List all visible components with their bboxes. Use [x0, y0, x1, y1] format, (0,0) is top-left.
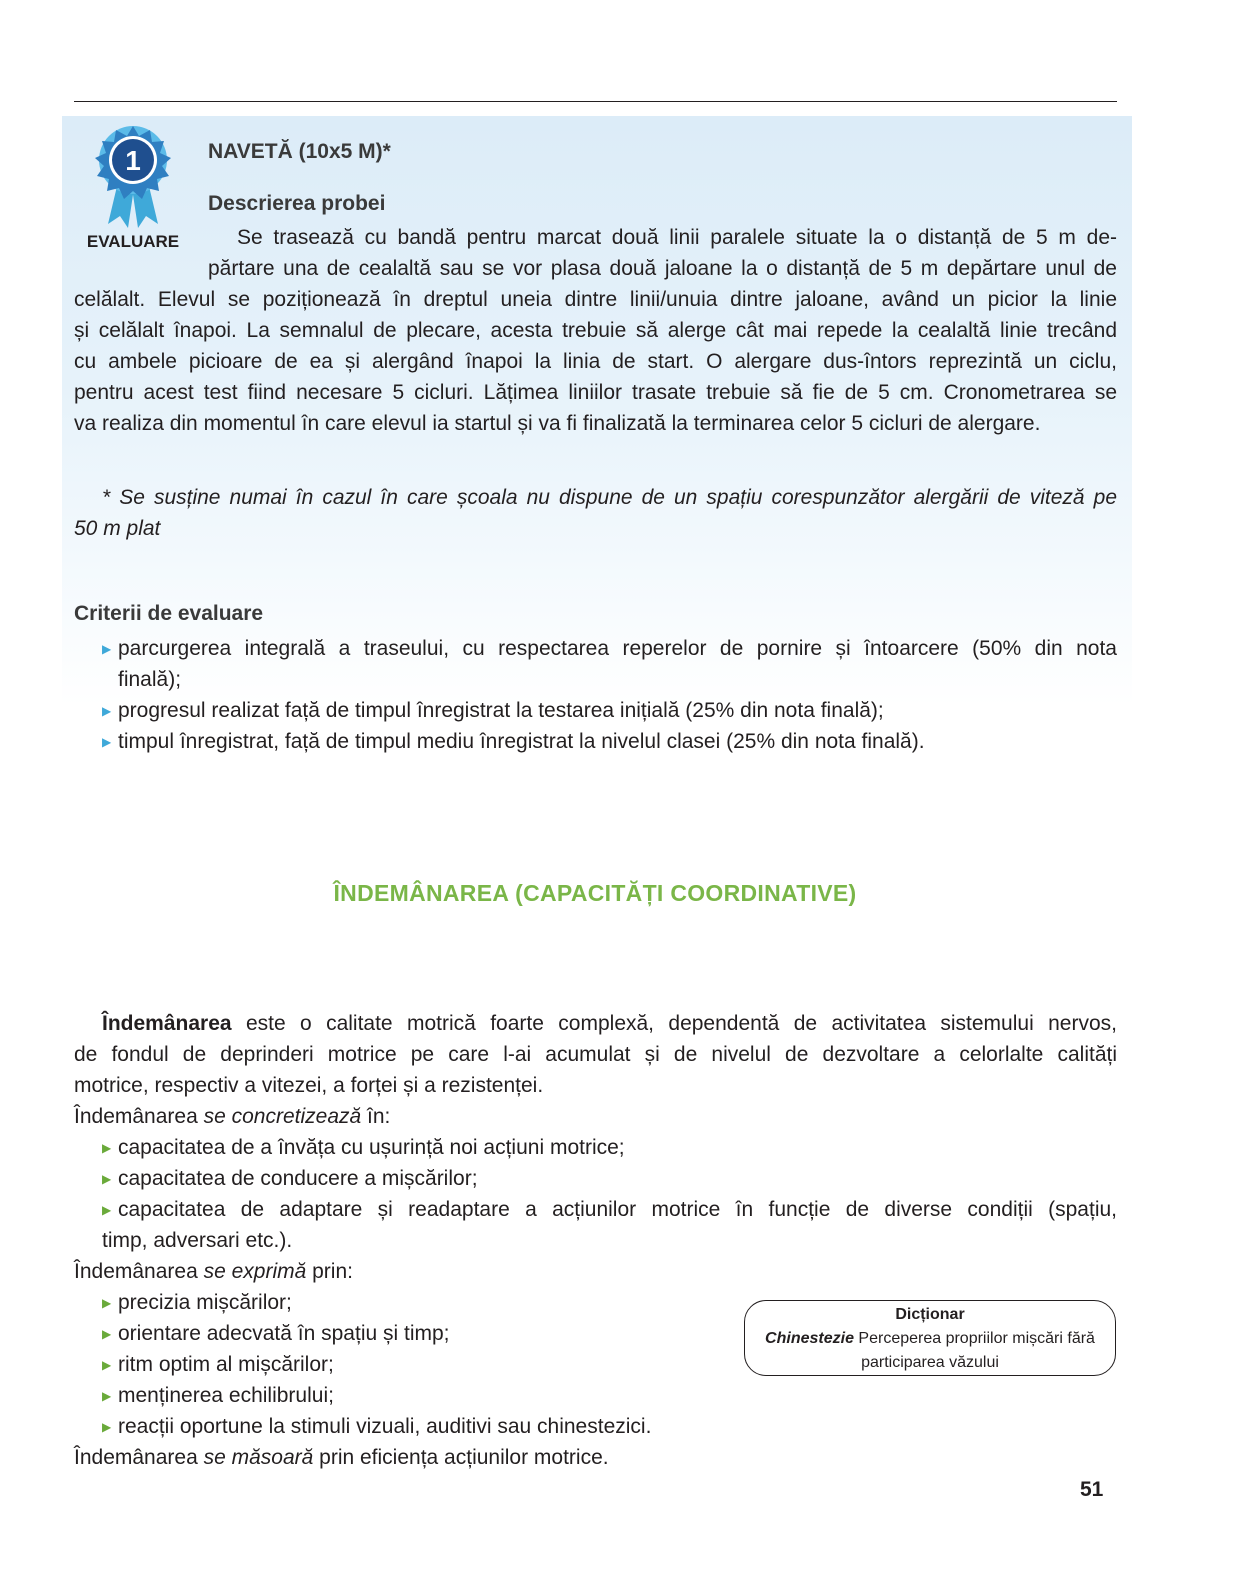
criteria-item: ▶ parcurgerea integrală a traseului, cu respectarea reperelor de pornire și întoarcere (50% din nota — [102, 633, 1117, 665]
bullet-icon: ▶ — [102, 1327, 112, 1341]
measured-line: Îndemânarea se măsoară prin eficiența acțiunilor motrice. — [74, 1446, 609, 1469]
list-item: ▶ orientare adecvată în spațiu și timp; — [102, 1318, 450, 1350]
list-item: ▶ ritm optim al mișcărilor; — [102, 1349, 334, 1381]
bullet-icon: ▶ — [102, 704, 112, 718]
list-item: ▶ reacții oportune la stimuli vizuali, auditivi sau chinestezici. — [102, 1411, 651, 1443]
bullet-icon: ▶ — [102, 1389, 112, 1403]
dictionary-term: Chinestezie — [765, 1330, 854, 1347]
bullet-icon: ▶ — [102, 1296, 112, 1310]
intro-term: Îndemânarea — [102, 1012, 232, 1035]
criteria-item-continuation: finală); — [118, 668, 182, 691]
criteria-title: Criterii de evaluare — [74, 602, 264, 625]
bullet-icon: ▶ — [102, 642, 112, 656]
bullet-icon: ▶ — [102, 735, 112, 749]
description-line: cu ambele picioare de ea și alergând înapoi la linia de start. O alergare dus-întors reprezintă un ciclu, — [74, 350, 1117, 373]
section-title: ÎNDEMÂNAREA (CAPACITĂȚI COORDINATIVE) — [333, 880, 857, 906]
footnote-line: * Se susține numai în cazul în care școala nu dispune de un spațiu corespunzător alergării de viteză pe — [102, 486, 1117, 509]
bullet-icon: ▶ — [102, 1141, 112, 1155]
list-item: ▶ capacitatea de conducere a mișcărilor; — [102, 1163, 478, 1195]
description-line: pentru acest test fiind necesare 5 cicluri. Lățimea liniilor trasate trebuie să fie de 5 cm. Cronometrarea se — [74, 381, 1117, 404]
list-item: ▶ capacitatea de a învăța cu ușurință noi acțiuni motrice; — [102, 1132, 625, 1164]
bullet-icon: ▶ — [102, 1203, 112, 1217]
top-rule — [74, 101, 1117, 102]
description-line: Se trasează cu bandă pentru marcat două linii paralele situate la o distanță de 5 m de- — [237, 226, 1117, 249]
intro-line: de fondul de deprinderi motrice pe care l-ai acumulat și de nivelul de dezvoltare a celorlalte calități — [74, 1043, 1117, 1066]
dictionary-box — [744, 1300, 1116, 1376]
badge-label: EVALUARE — [86, 232, 180, 251]
intro-line: Îndemânarea este o calitate motrică foarte complexă, dependentă de activitatea sistemului nervos, — [102, 1012, 1117, 1035]
dictionary-definition: Chinestezie Perceperea propriilor mișcări fără — [765, 1330, 1095, 1347]
concretizes-heading: Îndemânarea se concretizează în: — [74, 1105, 391, 1128]
dictionary-definition-continuation: participarea văzului — [861, 1354, 999, 1371]
footnote-line: 50 m plat — [74, 517, 161, 540]
intro-line: motrice, respectiv a vitezei, a forței și a rezistenței. — [74, 1074, 544, 1097]
expresses-heading: Îndemânarea se exprimă prin: — [74, 1260, 353, 1283]
dictionary-title: Dicționar — [895, 1306, 965, 1323]
test-subtitle: Descrierea probei — [208, 192, 386, 215]
list-item: ▶ menținerea echilibrului; — [102, 1380, 334, 1412]
criteria-item: ▶ progresul realizat față de timpul înregistrat la testarea inițială (25% din nota finală); — [102, 695, 884, 727]
page-number: 51 — [1080, 1478, 1104, 1501]
description-line: părtare una de cealaltă sau se vor plasa două jaloane la o distanță de 5 m depărtare unul de — [208, 257, 1117, 280]
bullet-icon: ▶ — [102, 1358, 112, 1372]
description-line: va realiza din momentul în care elevul ia startul și va fi finalizată la terminarea celor 5 cicluri de alergare. — [74, 412, 1041, 435]
evaluation-badge-icon — [90, 124, 176, 234]
badge-number: 1 — [125, 145, 141, 176]
list-item: ▶ capacitatea de adaptare și readaptare a acțiunilor motrice în funcție de diverse condiții (spațiu, — [102, 1194, 1117, 1226]
bullet-icon: ▶ — [102, 1420, 112, 1434]
description-line: celălalt. Elevul se poziționează în dreptul uneia dintre linii/unuia dintre jaloane, având un picior la linie — [74, 288, 1117, 311]
description-line: și celălalt înapoi. La semnalul de plecare, acesta trebuie să alerge cât mai repede la cealaltă linie trecând — [74, 319, 1117, 342]
criteria-item: ▶ timpul înregistrat, față de timpul mediu înregistrat la nivelul clasei (25% din nota finală). — [102, 726, 925, 758]
list-item: ▶ precizia mișcărilor; — [102, 1287, 292, 1319]
bullet-icon: ▶ — [102, 1172, 112, 1186]
list-item-continuation: timp, adversari etc.). — [102, 1229, 293, 1252]
test-title: NAVETĂ (10x5 M)* — [208, 140, 391, 163]
